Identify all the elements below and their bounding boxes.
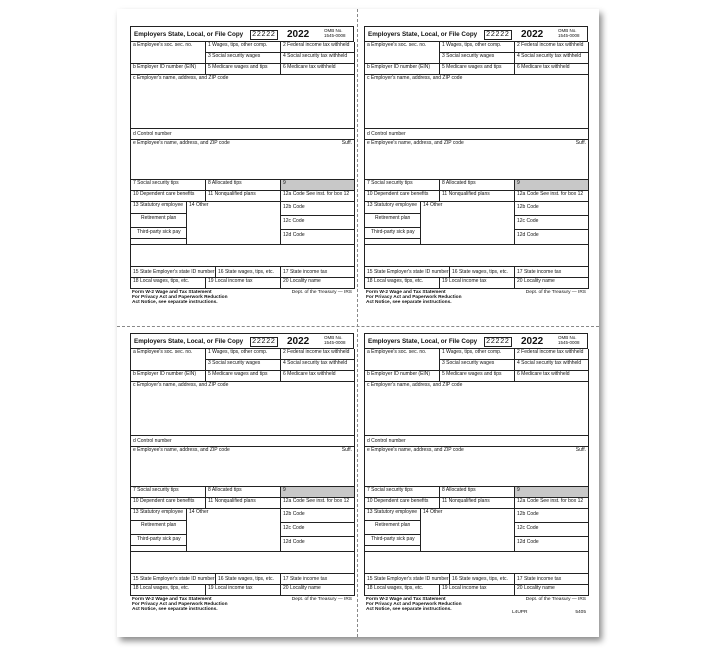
box-17-state-tax[interactable]: 17 State income tax — [281, 574, 355, 585]
box-4-ss-tax[interactable]: 4 Social security tax withheld — [281, 53, 355, 64]
box-19-local-tax[interactable]: 19 Local income tax — [440, 278, 515, 289]
box-2-federal-tax[interactable]: 2 Federal income tax withheld — [515, 42, 589, 53]
blank-area — [131, 552, 355, 574]
form-body — [130, 349, 354, 596]
box-2-federal-tax[interactable]: 2 Federal income tax withheld — [281, 42, 355, 53]
box-e-employee-address[interactable]: e Employee's name, address, and ZIP code Suff. — [131, 447, 355, 487]
box-8-allocated-tips[interactable]: 8 Allocated tips — [206, 487, 281, 498]
box-12c-code[interactable]: 12c Code — [515, 523, 589, 537]
box-9: 9 — [281, 180, 355, 191]
box-b-employer-ein[interactable]: b Employer ID number (EIN) — [131, 64, 206, 75]
box-16-state-wages[interactable]: 16 State wages, tips, etc. — [450, 267, 515, 278]
box-12b-code[interactable]: 12b Code — [515, 202, 589, 216]
box-5-medicare-wages[interactable]: 5 Medicare wages and tips — [440, 64, 515, 75]
box-11-nonqualified-plans[interactable]: 11 Nonqualified plans — [206, 498, 281, 509]
box-12a-code[interactable]: 12a Code See inst. for box 12 — [281, 498, 355, 509]
form-body — [364, 42, 588, 289]
box-20-locality-name[interactable]: 20 Locality name — [281, 278, 355, 289]
box-12d-code[interactable]: 12d Code — [515, 230, 589, 245]
box-b-employer-ein[interactable]: b Employer ID number (EIN) — [365, 371, 440, 382]
box-20-locality-name[interactable]: 20 Locality name — [515, 278, 589, 289]
box-b-employer-ein[interactable]: b Employer ID number (EIN) — [131, 371, 206, 382]
box-11-nonqualified-plans[interactable]: 11 Nonqualified plans — [440, 191, 515, 202]
box-15-state-id[interactable]: 15 State Employer's state ID number — [365, 574, 450, 585]
item-code-stamp: L4UPR — [512, 610, 528, 615]
box-4-ss-tax[interactable]: 4 Social security tax withheld — [515, 360, 589, 371]
omb-number: OMB No. 1545-0008 — [558, 28, 580, 38]
box-18-local-wages[interactable]: 18 Local wages, tips, etc. — [365, 585, 440, 596]
box-5-medicare-wages[interactable]: 5 Medicare wages and tips — [206, 64, 281, 75]
omb-number: OMB No. 1545-0008 — [558, 335, 580, 345]
box-7-ss-tips[interactable]: 7 Social security tips — [131, 180, 206, 191]
box-c-employer-address[interactable]: c Employer's name, address, and ZIP code — [365, 75, 589, 129]
box-10-dependent-care[interactable]: 10 Dependent care benefits — [131, 191, 206, 202]
form-copy-title: Employers State, Local, or File Copy — [368, 338, 478, 345]
box-19-local-tax[interactable]: 19 Local income tax — [440, 585, 515, 596]
form-year: 2022 — [521, 29, 544, 40]
box-a-employee-ssn[interactable]: a Employee's soc. sec. no. — [131, 42, 206, 64]
box-15-state-id[interactable]: 15 State Employer's state ID number — [131, 574, 216, 585]
box-9: 9 — [515, 487, 589, 498]
retirement-plan-label: Retirement plan — [141, 522, 177, 528]
box-19-local-tax[interactable]: 19 Local income tax — [206, 278, 281, 289]
treasury-label: Dept. of the Treasury — IRS — [291, 597, 352, 602]
box-17-state-tax[interactable]: 17 State income tax — [515, 267, 589, 278]
form-copy-title: Employers State, Local, or File Copy — [134, 338, 244, 345]
box-d-control-number[interactable]: d Control number — [365, 129, 589, 140]
box-12a-code[interactable]: 12a Code See inst. for box 12 — [515, 498, 589, 509]
box-e-employee-address[interactable]: e Employee's name, address, and ZIP code Suff. — [365, 447, 589, 487]
treasury-label: Dept. of the Treasury — IRS — [525, 597, 586, 602]
box-13-checkboxes — [131, 509, 187, 552]
box-13-checkboxes — [365, 509, 421, 552]
box-4-ss-tax[interactable]: 4 Social security tax withheld — [515, 53, 589, 64]
suffix-label: Suff. — [575, 447, 586, 453]
form-body — [364, 349, 588, 596]
form-footer-title: Form W-2 Wage and Tax Statement For Privacy Act and Paperwork Reduction Act Notice, see separate instructions. — [366, 597, 462, 613]
omb-number: OMB No. 1545-0008 — [324, 28, 346, 38]
form-header — [130, 26, 354, 42]
box-11-nonqualified-plans[interactable]: 11 Nonqualified plans — [440, 498, 515, 509]
box-12a-code[interactable]: 12a Code See inst. for box 12 — [281, 191, 355, 202]
box-20-locality-name[interactable]: 20 Locality name — [515, 585, 589, 596]
box-13-checkboxes — [365, 202, 421, 245]
form-footer-title: Form W-2 Wage and Tax Statement For Privacy Act and Paperwork Reduction Act Notice, see separate instructions. — [366, 290, 462, 306]
box-8-allocated-tips[interactable]: 8 Allocated tips — [440, 487, 515, 498]
sheet-number-stamp: 5405 — [575, 610, 586, 615]
box-12d-code[interactable]: 12d Code — [281, 537, 355, 552]
form-copy-title: Employers State, Local, or File Copy — [134, 31, 244, 38]
statutory-employee-label: 13 Statutory employee — [133, 202, 184, 208]
form-copy-title: Employers State, Local, or File Copy — [368, 31, 478, 38]
box-15-state-id[interactable]: 15 State Employer's state ID number — [131, 267, 216, 278]
box-12a-code[interactable]: 12a Code See inst. for box 12 — [515, 191, 589, 202]
box-5-medicare-wages[interactable]: 5 Medicare wages and tips — [206, 371, 281, 382]
box-2-federal-tax[interactable]: 2 Federal income tax withheld — [515, 349, 589, 360]
box-e-employee-address[interactable]: e Employee's name, address, and ZIP code Suff. — [131, 140, 355, 180]
horizontal-perforation — [117, 326, 599, 327]
box-d-control-number[interactable]: d Control number — [131, 129, 355, 140]
box-a-employee-ssn[interactable]: a Employee's soc. sec. no. — [365, 349, 440, 371]
box-14-other[interactable]: 14 Other — [421, 509, 515, 552]
form-footer-title: Form W-2 Wage and Tax Statement For Privacy Act and Paperwork Reduction Act Notice, see separate instructions. — [132, 597, 228, 613]
box-6-medicare-tax[interactable]: 6 Medicare tax withheld — [281, 371, 355, 382]
box-8-allocated-tips[interactable]: 8 Allocated tips — [440, 180, 515, 191]
statutory-employee-label: 13 Statutory employee — [367, 202, 418, 208]
form-year: 2022 — [521, 336, 544, 347]
box-10-dependent-care[interactable]: 10 Dependent care benefits — [365, 191, 440, 202]
box-b-employer-ein[interactable]: b Employer ID number (EIN) — [365, 64, 440, 75]
box-14-other[interactable]: 14 Other — [187, 509, 281, 552]
form-header — [364, 26, 588, 42]
omb-number: OMB No. 1545-0008 — [324, 335, 346, 345]
box-3-ss-wages[interactable]: 3 Social security wages — [206, 360, 281, 371]
box-16-state-wages[interactable]: 16 State wages, tips, etc. — [216, 267, 281, 278]
blank-area — [365, 552, 589, 574]
box-11-nonqualified-plans[interactable]: 11 Nonqualified plans — [206, 191, 281, 202]
box-d-control-number[interactable]: d Control number — [131, 436, 355, 447]
box-17-state-tax[interactable]: 17 State income tax — [515, 574, 589, 585]
form-body — [130, 42, 354, 289]
form-header — [364, 333, 588, 349]
box-7-ss-tips[interactable]: 7 Social security tips — [365, 180, 440, 191]
suffix-label: Suff. — [341, 447, 352, 453]
box-12d-code[interactable]: 12d Code — [515, 537, 589, 552]
blank-area — [131, 245, 355, 267]
form-header — [130, 333, 354, 349]
box-12c-code[interactable]: 12c Code — [281, 216, 355, 230]
third-party-sick-pay-label: Third-party sick pay — [371, 536, 415, 542]
form-code-box: 22222 — [486, 31, 510, 39]
box-3-ss-wages[interactable]: 3 Social security wages — [440, 53, 515, 64]
box-c-employer-address[interactable]: c Employer's name, address, and ZIP code — [131, 75, 355, 129]
box-8-allocated-tips[interactable]: 8 Allocated tips — [206, 180, 281, 191]
box-18-local-wages[interactable]: 18 Local wages, tips, etc. — [131, 278, 206, 289]
form-footer-title: Form W-2 Wage and Tax Statement For Privacy Act and Paperwork Reduction Act Notice, see separate instructions. — [132, 290, 228, 306]
form-code-box: 22222 — [252, 31, 276, 39]
w2-form-copy — [130, 26, 354, 316]
box-16-state-wages[interactable]: 16 State wages, tips, etc. — [216, 574, 281, 585]
statutory-employee-label: 13 Statutory employee — [133, 509, 184, 515]
box-c-employer-address[interactable]: c Employer's name, address, and ZIP code — [365, 382, 589, 436]
box-12c-code[interactable]: 12c Code — [515, 216, 589, 230]
box-12b-code[interactable]: 12b Code — [515, 509, 589, 523]
box-9: 9 — [281, 487, 355, 498]
box-12b-code[interactable]: 12b Code — [281, 509, 355, 523]
form-code-box: 22222 — [486, 338, 510, 346]
box-1-wages[interactable]: 1 Wages, tips, other comp. — [440, 42, 515, 53]
treasury-label: Dept. of the Treasury — IRS — [291, 290, 352, 295]
blank-area — [365, 245, 589, 267]
box-12d-code[interactable]: 12d Code — [281, 230, 355, 245]
w2-form-copy — [130, 333, 354, 623]
box-5-medicare-wages[interactable]: 5 Medicare wages and tips — [440, 371, 515, 382]
box-16-state-wages[interactable]: 16 State wages, tips, etc. — [450, 574, 515, 585]
box-3-ss-wages[interactable]: 3 Social security wages — [206, 53, 281, 64]
box-20-locality-name[interactable]: 20 Locality name — [281, 585, 355, 596]
box-a-employee-ssn[interactable]: a Employee's soc. sec. no. — [131, 349, 206, 371]
retirement-plan-label: Retirement plan — [375, 522, 411, 528]
box-18-local-wages[interactable]: 18 Local wages, tips, etc. — [365, 278, 440, 289]
box-9: 9 — [515, 180, 589, 191]
box-e-employee-address[interactable]: e Employee's name, address, and ZIP code Suff. — [365, 140, 589, 180]
box-19-local-tax[interactable]: 19 Local income tax — [206, 585, 281, 596]
box-7-ss-tips[interactable]: 7 Social security tips — [131, 487, 206, 498]
form-year: 2022 — [287, 336, 310, 347]
third-party-sick-pay-label: Third-party sick pay — [137, 536, 181, 542]
box-13-checkboxes — [131, 202, 187, 245]
box-a-employee-ssn[interactable]: a Employee's soc. sec. no. — [365, 42, 440, 64]
box-3-ss-wages[interactable]: 3 Social security wages — [440, 360, 515, 371]
retirement-plan-label: Retirement plan — [375, 215, 411, 221]
box-14-other[interactable]: 14 Other — [187, 202, 281, 245]
vertical-perforation — [357, 9, 358, 637]
box-15-state-id[interactable]: 15 State Employer's state ID number — [365, 267, 450, 278]
box-2-federal-tax[interactable]: 2 Federal income tax withheld — [281, 349, 355, 360]
box-1-wages[interactable]: 1 Wages, tips, other comp. — [440, 349, 515, 360]
form-year: 2022 — [287, 29, 310, 40]
box-6-medicare-tax[interactable]: 6 Medicare tax withheld — [281, 64, 355, 75]
treasury-label: Dept. of the Treasury — IRS — [525, 290, 586, 295]
form-code-box: 22222 — [252, 338, 276, 346]
third-party-sick-pay-label: Third-party sick pay — [371, 229, 415, 235]
box-6-medicare-tax[interactable]: 6 Medicare tax withheld — [515, 371, 589, 382]
box-4-ss-tax[interactable]: 4 Social security tax withheld — [281, 360, 355, 371]
box-7-ss-tips[interactable]: 7 Social security tips — [365, 487, 440, 498]
box-1-wages[interactable]: 1 Wages, tips, other comp. — [206, 42, 281, 53]
suffix-label: Suff. — [575, 140, 586, 146]
box-1-wages[interactable]: 1 Wages, tips, other comp. — [206, 349, 281, 360]
box-d-control-number[interactable]: d Control number — [365, 436, 589, 447]
statutory-employee-label: 13 Statutory employee — [367, 509, 418, 515]
w2-form-copy — [364, 26, 588, 316]
w2-form-copy — [364, 333, 588, 623]
suffix-label: Suff. — [341, 140, 352, 146]
box-10-dependent-care[interactable]: 10 Dependent care benefits — [365, 498, 440, 509]
box-c-employer-address[interactable]: c Employer's name, address, and ZIP code — [131, 382, 355, 436]
box-14-other[interactable]: 14 Other — [421, 202, 515, 245]
third-party-sick-pay-label: Third-party sick pay — [137, 229, 181, 235]
box-17-state-tax[interactable]: 17 State income tax — [281, 267, 355, 278]
box-18-local-wages[interactable]: 18 Local wages, tips, etc. — [131, 585, 206, 596]
box-10-dependent-care[interactable]: 10 Dependent care benefits — [131, 498, 206, 509]
box-12c-code[interactable]: 12c Code — [281, 523, 355, 537]
retirement-plan-label: Retirement plan — [141, 215, 177, 221]
box-12b-code[interactable]: 12b Code — [281, 202, 355, 216]
box-6-medicare-tax[interactable]: 6 Medicare tax withheld — [515, 64, 589, 75]
